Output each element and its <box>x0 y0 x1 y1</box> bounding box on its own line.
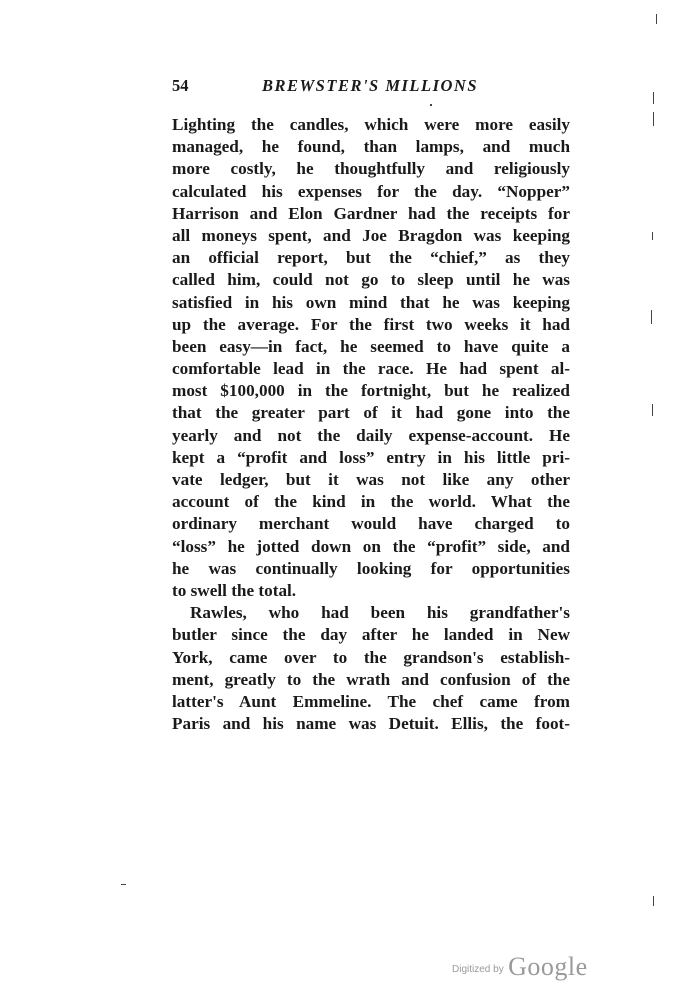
digitized-watermark <box>452 952 588 982</box>
scan-speck <box>651 310 652 324</box>
text-line: most $100,000 in the fortnight, but he realized <box>172 381 570 401</box>
text-line: Harrison and Elon Gardner had the receipts for <box>172 203 570 223</box>
scan-speck <box>430 104 432 106</box>
text-line: Paris and his name was Detuit. Ellis, the foot- <box>172 714 570 734</box>
text-line: account of the kind in the world. What the <box>172 492 570 512</box>
text-line: called him, could not go to sleep until he was <box>172 270 570 290</box>
text-line: that the greater part of it had gone into the <box>172 403 570 423</box>
scan-speck <box>652 232 653 240</box>
text-line: an official report, but the “chief,” as they <box>172 248 570 268</box>
text-line: more costly, he thoughtfully and religiously <box>172 159 570 179</box>
scan-speck <box>121 884 126 885</box>
scan-speck <box>652 404 653 416</box>
scan-speck <box>653 92 654 104</box>
scan-speck <box>653 896 654 906</box>
text-line: all moneys spent, and Joe Bragdon was keeping <box>172 225 570 245</box>
text-line: Rawles, who had been his grandfather's <box>190 603 570 623</box>
page-number: 54 <box>172 76 189 95</box>
watermark-brand: Google <box>508 952 588 981</box>
text-line: ment, greatly to the wrath and confusion of the <box>172 669 570 689</box>
text-line: comfortable lead in the race. He had spent al- <box>172 359 570 379</box>
text-line: “loss” he jotted down on the “profit” side, and <box>172 536 570 556</box>
text-line: satisfied in his own mind that he was keeping <box>172 292 570 312</box>
text-line: up the average. For the first two weeks it had <box>172 314 570 334</box>
paragraph-1 <box>172 114 570 602</box>
text-line: York, came over to the grandson's establish- <box>172 647 570 667</box>
paragraph-2 <box>172 602 570 735</box>
body-text <box>172 114 570 735</box>
text-line: ordinary merchant would have charged to <box>172 514 570 534</box>
scan-speck <box>656 14 657 24</box>
text-line: butler since the day after he landed in New <box>172 625 570 645</box>
text-line: latter's Aunt Emmeline. The chef came from <box>172 691 570 711</box>
running-title: BREWSTER'S MILLIONS <box>262 76 479 95</box>
text-line: he was continually looking for opportunities <box>172 558 570 578</box>
text-line: calculated his expenses for the day. “Nopper” <box>172 181 570 201</box>
text-line: yearly and not the daily expense-account. He <box>172 425 570 445</box>
text-line: kept a “profit and loss” entry in his little pri- <box>172 447 570 467</box>
text-line: managed, he found, than lamps, and much <box>172 137 570 157</box>
text-line: Lighting the candles, which were more easily <box>172 115 570 134</box>
text-line: been easy—in fact, he seemed to have quite a <box>172 336 570 356</box>
watermark-prefix: Digitized by <box>452 964 504 975</box>
text-line: to swell the total. <box>172 580 297 600</box>
text-line: vate ledger, but it was not like any other <box>172 470 570 489</box>
scan-speck <box>653 112 654 126</box>
